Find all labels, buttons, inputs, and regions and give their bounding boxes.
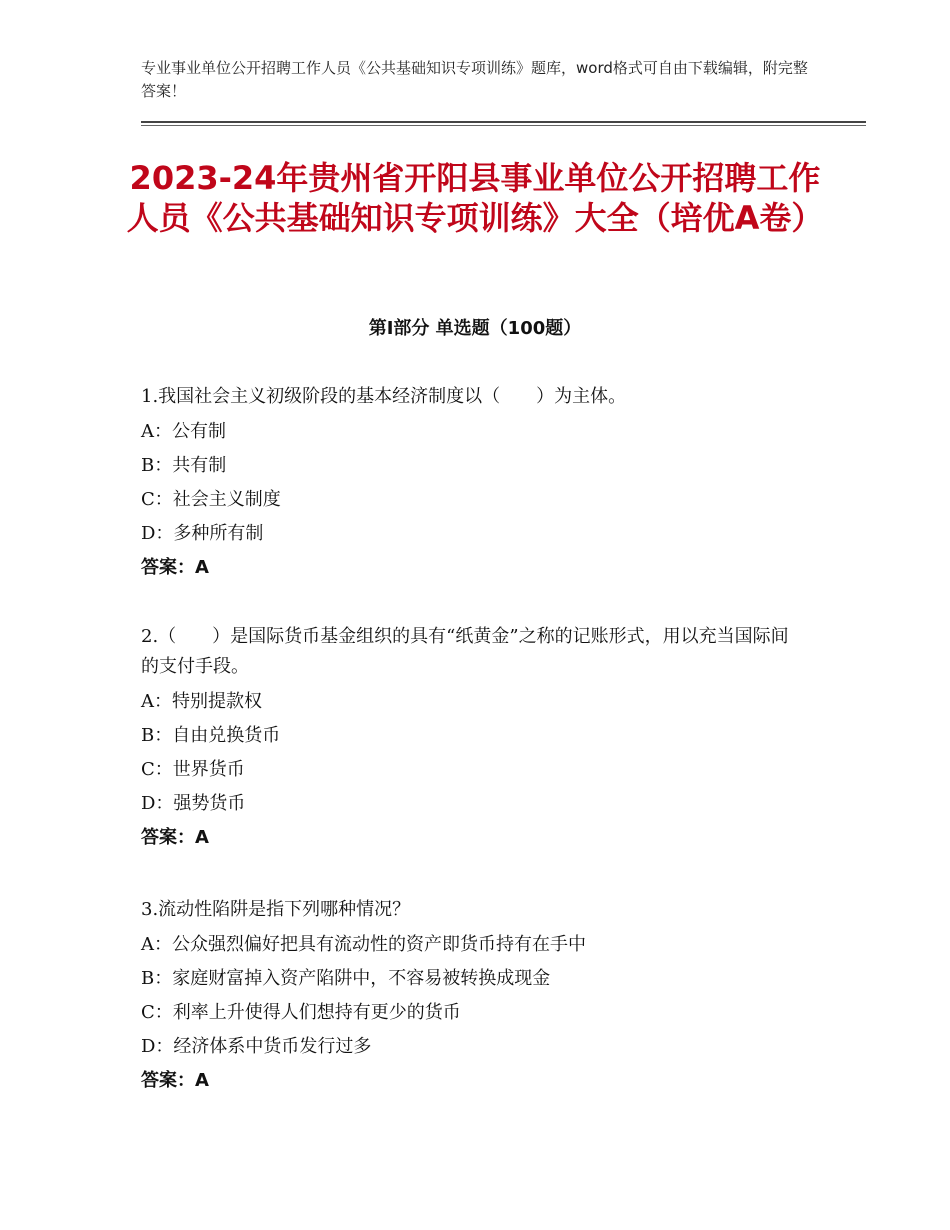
option-a: A：公有制 xyxy=(141,421,226,442)
option-c: C：社会主义制度 xyxy=(141,489,281,510)
question-1 xyxy=(141,382,801,585)
answer-line: 答案：A xyxy=(141,557,209,578)
option-d: D：多种所有制 xyxy=(141,523,264,544)
question-3 xyxy=(141,895,801,1098)
option-c: C：利率上升使得人们想持有更少的货币 xyxy=(141,1002,461,1023)
header-divider-thin xyxy=(141,125,866,126)
document-title: 2023-24年贵州省开阳县事业单位公开招聘工作人员《公共基础知识专项训练》大全（培优A卷） xyxy=(126,159,824,237)
question-stem: 3.流动性陷阱是指下列哪种情况？ xyxy=(141,899,411,920)
header-note: 专业事业单位公开招聘工作人员《公共基础知识专项训练》题库，word格式可自由下载编辑，附完整答案！ xyxy=(141,59,808,100)
answer-line: 答案：A xyxy=(141,827,209,848)
option-d: D：经济体系中货币发行过多 xyxy=(141,1036,372,1057)
option-b: B：自由兑换货币 xyxy=(141,725,281,746)
option-d: D：强势货币 xyxy=(141,793,246,814)
question-stem: 2.（ ）是国际货币基金组织的具有“纸黄金”之称的记账形式，用以充当国际间的支付手段。 xyxy=(141,626,789,677)
section-heading: 第Ⅰ部分 单选题（100题） xyxy=(368,318,582,339)
header-divider xyxy=(141,121,866,123)
question-2 xyxy=(141,622,801,855)
question-stem: 1.我国社会主义初级阶段的基本经济制度以（ ）为主体。 xyxy=(141,386,627,407)
option-c: C：世界货币 xyxy=(141,759,245,780)
option-a: A：公众强烈偏好把具有流动性的资产即货币持有在手中 xyxy=(141,934,586,955)
option-b: B：共有制 xyxy=(141,455,227,476)
option-b: B：家庭财富掉入资产陷阱中，不容易被转换成现金 xyxy=(141,968,551,989)
answer-line: 答案：A xyxy=(141,1070,209,1091)
option-a: A：特别提款权 xyxy=(141,691,262,712)
